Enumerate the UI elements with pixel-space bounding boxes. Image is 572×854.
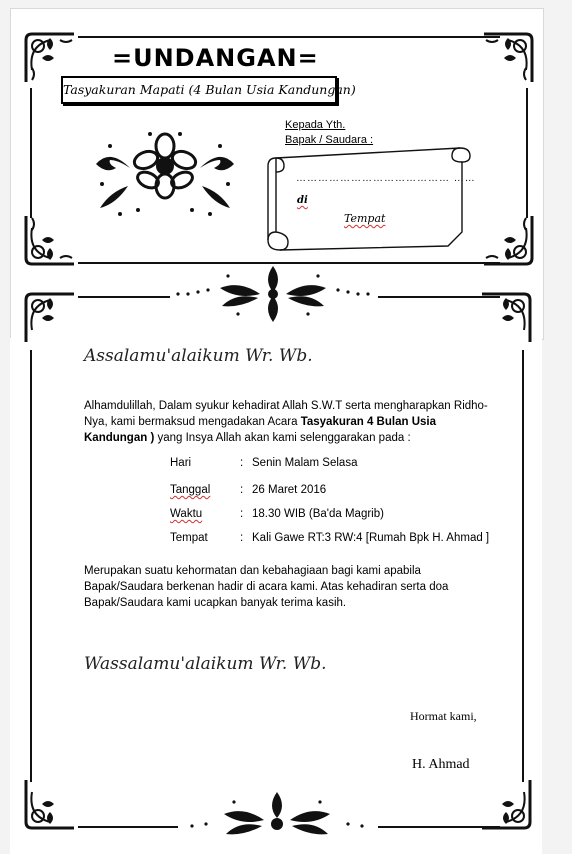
invitation-subtitle: Tasyakuran Mapati (4 Bulan Usia Kandungan) xyxy=(61,76,337,104)
ornament-corner-icon xyxy=(480,212,536,268)
letter-frame-bottom-left xyxy=(78,826,178,828)
floral-ornament-icon xyxy=(90,126,240,218)
divider-ornament-icon xyxy=(172,786,382,846)
detail-value: 26 Maret 2016 xyxy=(252,484,327,496)
detail-row-date xyxy=(170,484,326,496)
ornament-corner-icon xyxy=(478,776,534,832)
intro-paragraph xyxy=(84,398,494,446)
divider-ornament-icon xyxy=(168,262,378,326)
top-card-frame-top xyxy=(78,36,500,38)
detail-value: Kali Gawe RT:3 RW:4 [Rumah Bpk H. Ahmad ] xyxy=(252,532,490,544)
address-dotted-line: …………………………………… …… xyxy=(296,173,476,184)
detail-value: Senin Malam Selasa xyxy=(252,457,358,469)
intro-event-name: Tasyakuran 4 Bulan Usia Kandungan ) xyxy=(84,416,436,444)
detail-label: Waktu xyxy=(170,508,203,520)
intro-text: Alhamdulillah, Dalam syukur kehadirat Allah S.W.T serta mengharapkan Ridho-Nya, kami bermaksud mengadakan Acara xyxy=(84,400,488,428)
detail-separator: : xyxy=(240,532,244,544)
detail-separator: : xyxy=(240,457,244,469)
ornament-corner-icon xyxy=(478,290,534,346)
letter-frame-left xyxy=(30,350,32,782)
detail-row-place xyxy=(170,532,489,544)
recipient-label: Kepada Yth. xyxy=(285,119,346,131)
greeting: Assalamu'alaikum Wr. Wb. xyxy=(84,346,313,366)
detail-label: Hari xyxy=(170,457,192,469)
ornament-corner-icon xyxy=(22,776,78,832)
detail-separator: : xyxy=(240,508,244,520)
regards-text: Hormat kami, xyxy=(410,709,477,723)
di-label: di xyxy=(297,195,308,206)
place-label: Tempat xyxy=(344,212,386,225)
top-card-frame-left xyxy=(30,88,32,218)
top-card-frame-right xyxy=(526,88,528,218)
detail-value: 18.30 WIB (Ba'da Magrib) xyxy=(252,508,384,520)
farewell: Wassalamu'alaikum Wr. Wb. xyxy=(84,654,327,674)
detail-label: Tanggal xyxy=(170,484,211,496)
ornament-corner-icon xyxy=(22,290,78,346)
intro-text-end: yang Insya Allah akan kami selenggarakan pada : xyxy=(154,432,411,444)
invitation-title: =UNDANGAN= xyxy=(112,44,319,72)
letter-frame-top-left xyxy=(78,296,170,298)
closing-paragraph: Merupakan suatu kehormatan dan kebahagiaan bagi kami apabila Bapak/Saudara berkenan hadir di acara kami. Atas kehadiran serta doa Bapak/Saudara kami ucapkan banyak terima kasih. xyxy=(84,565,449,609)
detail-row-time xyxy=(170,508,384,520)
detail-separator: : xyxy=(240,484,244,496)
ornament-corner-icon xyxy=(22,212,78,268)
letter-frame-right xyxy=(522,350,524,782)
signature-name: H. Ahmad xyxy=(412,757,470,772)
ornament-corner-icon xyxy=(480,30,536,86)
scroll-banner-icon xyxy=(264,140,474,255)
recipient-salutation: Bapak / Saudara : xyxy=(285,134,374,146)
detail-row-day xyxy=(170,457,357,469)
detail-label: Tempat xyxy=(170,532,208,544)
